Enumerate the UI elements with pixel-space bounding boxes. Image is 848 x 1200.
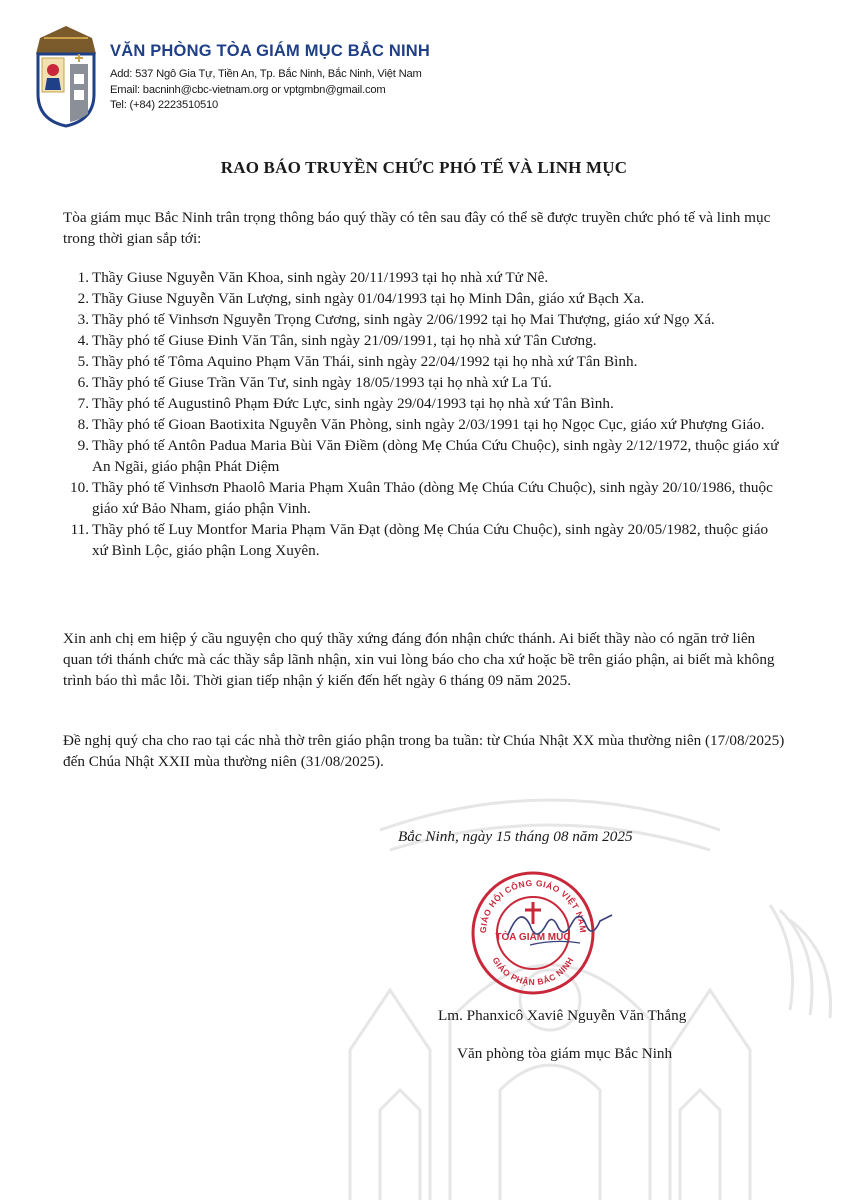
- organization-name: VĂN PHÒNG TÒA GIÁM MỤC BẮC NINH: [110, 42, 430, 60]
- item-number: 6 .: [78, 372, 89, 393]
- item-number: 7 .: [78, 393, 89, 414]
- date-line: Bắc Ninh, ngày 15 tháng 08 năm 2025: [398, 828, 633, 845]
- item-number: 4 .: [78, 330, 89, 351]
- item-text: Thầy phó tế Tôma Aquino Phạm Văn Thái, sinh ngày 22/04/1992 tại họ nhà xứ Tân Bình.: [92, 353, 638, 370]
- item-number: 3 .: [78, 309, 89, 330]
- item-number: 9 .: [78, 435, 89, 456]
- diocese-crest-logo: [30, 24, 102, 128]
- announcement-paragraph: Đề nghị quý cha cho rao tại các nhà thờ trên giáo phận trong ba tuần: từ Chúa Nhật XX mùa thường niên (17/08/2025) đến Chúa Nhật XXII mùa thường niên (31/08/2025).: [63, 732, 785, 770]
- list-item: [63, 351, 783, 372]
- list-item: [63, 372, 783, 393]
- item-number: 1 .: [78, 267, 89, 288]
- item-number: 10 .: [70, 477, 89, 498]
- list-item: [63, 330, 783, 351]
- seal-bottom-text: GIÁO PHẬN BẮC NINH: [490, 955, 576, 988]
- document-title: RAO BÁO TRUYỀN CHỨC PHÓ TẾ VÀ LINH MỤC: [220, 158, 628, 177]
- item-number: 2 .: [78, 288, 89, 309]
- list-item: [63, 435, 783, 477]
- list-item: [63, 414, 783, 435]
- tel-line: Tel: (+84) 2223510510: [110, 99, 219, 111]
- email-line: Email: bacninh@cbc-vietnam.org or vptgmbn@gmail.com: [110, 83, 386, 96]
- item-text: Thầy phó tế Gioan Baotixita Nguyễn Văn Phòng, sinh ngày 2/03/1991 tại họ Ngọc Cục, giáo xứ Phượng Giáo.: [92, 416, 765, 433]
- list-item: [63, 393, 783, 414]
- item-text: Thầy phó tế Antôn Padua Maria Bùi Văn Điềm (dòng Mẹ Chúa Cứu Chuộc), sinh ngày 2/12/1972, thuộc giáo xứ An Ngãi, giáo phận Phát Diệm: [92, 437, 779, 475]
- signer-name: Lm. Phanxicô Xaviê Nguyễn Văn Thắng: [438, 1007, 687, 1024]
- organization-info: [110, 42, 430, 114]
- item-text: Thầy Giuse Nguyễn Văn Khoa, sinh ngày 20/11/1993 tại họ nhà xứ Tử Nê.: [92, 269, 549, 286]
- candidate-list: [63, 267, 783, 561]
- quill-watermark: [760, 900, 848, 1020]
- item-number: 5 .: [78, 351, 89, 372]
- item-text: Thầy phó tế Luy Montfor Maria Phạm Văn Đạt (dòng Mẹ Chúa Cứu Chuộc), sinh ngày 20/05/1982, thuộc giáo xứ Bình Lộc, giáo phận Long Xuyên.: [92, 521, 769, 559]
- item-number: 8 .: [78, 414, 89, 435]
- list-item: [63, 477, 783, 519]
- item-text: Thầy phó tế Augustinô Phạm Đức Lực, sinh ngày 29/04/1993 tại họ nhà xứ Tân Bình.: [92, 395, 614, 412]
- seal-inner-text: TÒA GIÁM MỤC: [495, 932, 571, 943]
- prayer-paragraph: Xin anh chị em hiệp ý cầu nguyện cho quý thầy xứng đáng đón nhận chức thánh. Ai biết thầy nào có ngăn trở liên quan tới thánh chức mà các thầy sắp lãnh nhận, xin vui lòng báo cho cha xứ hoặc bề trên giáo phận, ai biết mà không trình báo thì mắc lỗi. Thời gian tiếp nhận ý kiến đến hết ngày 6 tháng 09 năm 2025.: [63, 630, 775, 689]
- intro-paragraph: Tòa giám mục Bắc Ninh trân trọng thông báo quý thầy có tên sau đây có thể sẽ được truyền chức phó tế và linh mục trong thời gian sắp tới:: [63, 209, 771, 247]
- item-text: Thầy phó tế Giuse Trần Văn Tư, sinh ngày 18/05/1993 tại họ nhà xứ La Tú.: [92, 374, 552, 391]
- list-item: [63, 288, 783, 309]
- svg-text:GIÁO PHẬN BẮC NINH: [491, 955, 576, 987]
- letterhead: [30, 24, 550, 134]
- list-item: [63, 519, 783, 561]
- address-line: Add: 537 Ngô Gia Tự, Tiền An, Tp. Bắc Ninh, Bắc Ninh, Việt Nam: [110, 68, 422, 80]
- item-text: Thầy phó tế Vinhsơn Phaolô Maria Phạm Xuân Thảo (dòng Mẹ Chúa Cứu Chuộc), sinh ngày 20/10/1986, thuộc giáo xứ Bảo Nham, giáo phận Vinh.: [92, 479, 773, 517]
- item-number: 11 .: [71, 519, 89, 540]
- list-item: [63, 309, 783, 330]
- item-text: Thầy Giuse Nguyễn Văn Lượng, sinh ngày 01/04/1993 tại họ Minh Dân, giáo xứ Bạch Xa.: [92, 290, 645, 307]
- item-text: Thầy phó tế Vinhsơn Nguyễn Trọng Cương, sinh ngày 2/06/1992 tại họ Mai Thượng, giáo xứ Ngọ Xá.: [92, 311, 715, 328]
- signer-office: Văn phòng tòa giám mục Bắc Ninh: [457, 1045, 673, 1062]
- item-text: Thầy phó tế Giuse Đinh Văn Tân, sinh ngày 21/09/1991, tại họ nhà xứ Tân Cương.: [92, 332, 597, 349]
- handwritten-signature: [500, 895, 620, 955]
- list-item: [63, 267, 783, 288]
- seal-outer-text: GIÁO HỘI CÔNG GIÁO VIỆT NAM: [477, 877, 589, 934]
